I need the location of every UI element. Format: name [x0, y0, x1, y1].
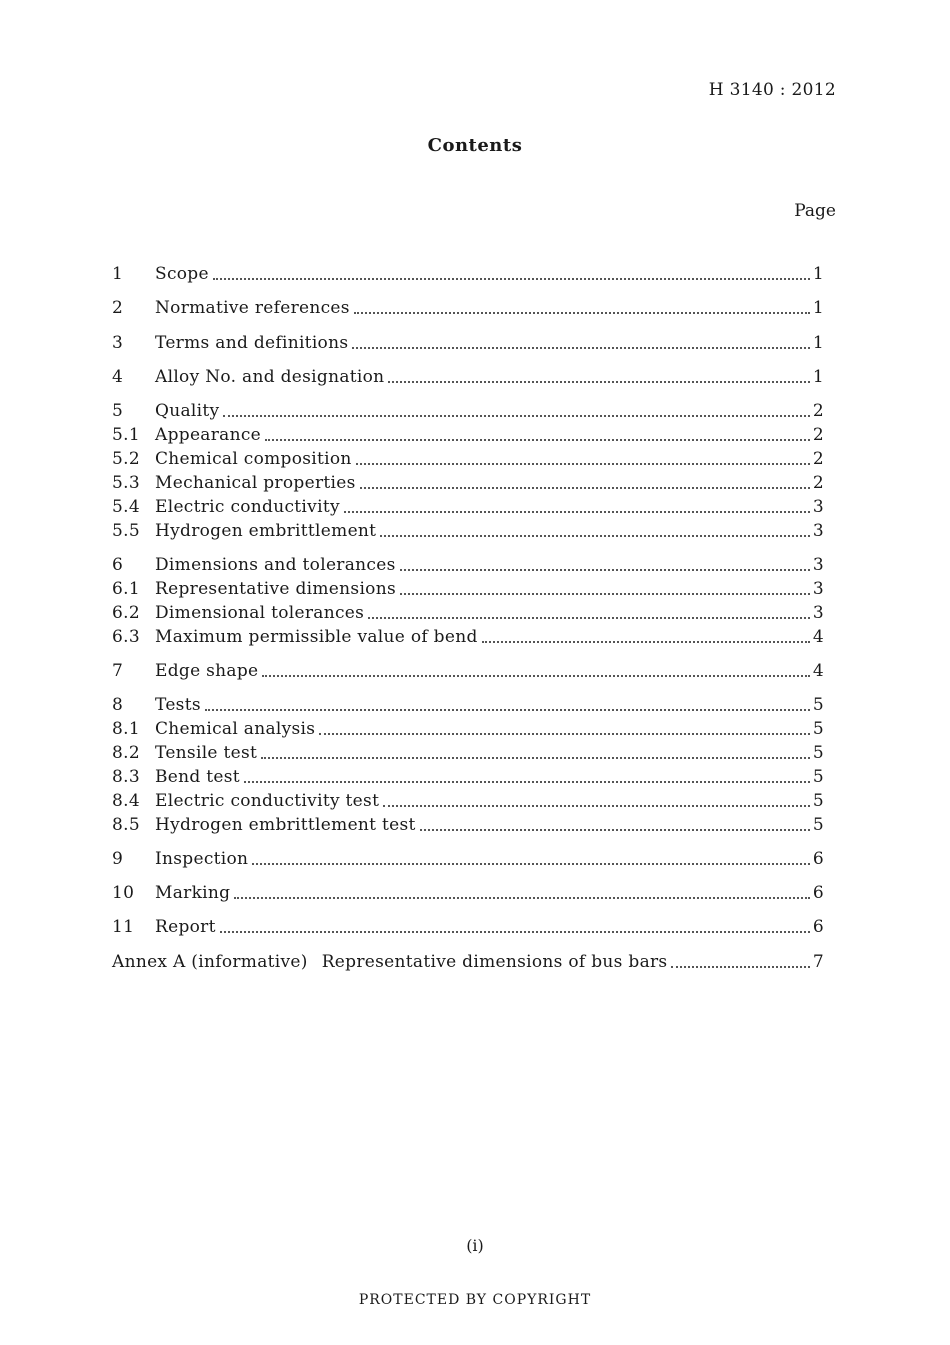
- toc-entry-number: 5.3: [112, 473, 140, 493]
- toc-entry-number: 8.3: [112, 767, 140, 787]
- toc-entry-title: Electric conductivity: [155, 497, 340, 517]
- toc-entry-page: 5: [812, 719, 824, 739]
- dot-leader: [205, 709, 810, 711]
- toc-entry-page: 5: [812, 695, 824, 715]
- toc-entry[interactable]: [112, 882, 824, 904]
- toc-entry[interactable]: [112, 366, 824, 388]
- toc-entry-title: Hydrogen embrittlement test: [155, 815, 416, 835]
- toc-entry-page: 1: [812, 333, 824, 353]
- dot-leader: [383, 805, 810, 807]
- toc-entry-title: Appearance: [155, 425, 262, 445]
- toc-entry[interactable]: [112, 332, 824, 354]
- toc-entry-page: 1: [812, 264, 824, 284]
- toc-entry-title: Hydrogen embrittlement: [155, 521, 377, 541]
- dot-leader: [388, 381, 809, 383]
- toc-entry-page: 5: [812, 743, 824, 763]
- toc-entry-title: Alloy No. and designation: [155, 367, 385, 387]
- toc-entry-title: Maximum permissible value of bend: [155, 627, 478, 647]
- annex-title: Representative dimensions of bus bars: [321, 952, 668, 972]
- toc-entry[interactable]: [112, 660, 824, 682]
- toc-entry-page: 5: [812, 767, 824, 787]
- toc-entry-title: Marking: [155, 883, 231, 903]
- toc-entry[interactable]: [112, 448, 824, 470]
- toc-entry-title: Quality: [155, 401, 220, 421]
- toc-entry-title: Terms and definitions: [155, 333, 349, 353]
- toc-entry[interactable]: [112, 400, 824, 422]
- dot-leader: [352, 347, 810, 349]
- toc-entry-page: 6: [812, 849, 824, 869]
- toc-entry-title: Representative dimensions: [155, 579, 396, 599]
- toc-entry-title: Report: [155, 917, 216, 937]
- toc-entry[interactable]: [112, 848, 824, 870]
- toc-entry-page: 3: [812, 521, 824, 541]
- toc-entry-title: Bend test: [155, 767, 240, 787]
- dot-leader: [420, 829, 810, 831]
- toc-entry[interactable]: [112, 626, 824, 648]
- toc-entry-number: 6.3: [112, 627, 140, 647]
- toc-entry-title: Dimensional tolerances: [155, 603, 365, 623]
- dot-leader: [234, 897, 810, 899]
- toc-entry-page: 4: [812, 661, 824, 681]
- toc-entry-page: 3: [812, 579, 824, 599]
- toc-entry[interactable]: [112, 520, 824, 542]
- toc-entry-page: 1: [812, 367, 824, 387]
- annex-page: 7: [812, 952, 824, 972]
- dot-leader: [400, 593, 810, 595]
- toc-entry-number: 9: [112, 849, 124, 869]
- page-title: Contents: [427, 135, 523, 156]
- toc-entry-number: 5.2: [112, 449, 140, 469]
- toc-entry-page: 3: [812, 603, 824, 623]
- dot-leader: [252, 863, 810, 865]
- dot-leader: [223, 415, 809, 417]
- toc-entry-number: 3: [112, 333, 124, 353]
- toc-entry-number: 6.2: [112, 603, 140, 623]
- toc-entry-title: Electric conductivity test: [155, 791, 380, 811]
- toc-entry-title: Tests: [155, 695, 201, 715]
- toc-entry-page: 1: [812, 298, 824, 318]
- footer-copyright: PROTECTED BY COPYRIGHT: [358, 1292, 592, 1308]
- toc-entry-number: 2: [112, 298, 124, 318]
- dot-leader: [319, 733, 810, 735]
- dot-leader: [261, 757, 810, 759]
- toc-entry[interactable]: [112, 263, 824, 285]
- toc-entry-page: 5: [812, 791, 824, 811]
- dot-leader: [265, 439, 810, 441]
- dot-leader: [213, 278, 810, 280]
- toc-entry-page: 6: [812, 883, 824, 903]
- toc-entry[interactable]: [112, 790, 824, 812]
- dot-leader: [262, 675, 809, 677]
- toc-entry-number: 6.1: [112, 579, 140, 599]
- toc-entry-number: 5.1: [112, 425, 140, 445]
- toc-entry-number: 1: [112, 264, 124, 284]
- dot-leader: [360, 487, 810, 489]
- toc-entry-page: 5: [812, 815, 824, 835]
- toc-annex-entry[interactable]: [112, 951, 824, 973]
- toc-entry-page: 3: [812, 497, 824, 517]
- toc-entry-number: 8.4: [112, 791, 140, 811]
- toc-entry-number: 6: [112, 555, 124, 575]
- dot-leader: [671, 966, 809, 968]
- toc-entry-title: Scope: [155, 264, 209, 284]
- dot-leader: [482, 641, 810, 643]
- toc-entry-page: 6: [812, 917, 824, 937]
- footer-page-number: (i): [466, 1236, 484, 1255]
- toc-entry-number: 5.4: [112, 497, 140, 517]
- toc-entry-number: 8.2: [112, 743, 140, 763]
- page-column-label: Page: [794, 201, 836, 221]
- dot-leader: [244, 781, 810, 783]
- toc-entry-title: Chemical composition: [155, 449, 352, 469]
- toc-entry-number: 10: [112, 883, 135, 903]
- toc-entry-page: 2: [812, 425, 824, 445]
- toc-entry-title: Chemical analysis: [155, 719, 316, 739]
- toc-entry-page: 2: [812, 473, 824, 493]
- toc-entry[interactable]: [112, 578, 824, 600]
- toc-entry[interactable]: [112, 718, 824, 740]
- annex-label: Annex A (informative): [112, 952, 308, 972]
- toc-entry[interactable]: [112, 554, 824, 576]
- toc-entry[interactable]: [112, 742, 824, 764]
- toc-entry-title: Mechanical properties: [155, 473, 356, 493]
- toc-entry[interactable]: [112, 602, 824, 624]
- toc-entry[interactable]: [112, 814, 824, 836]
- toc-entry-title: Dimensions and tolerances: [155, 555, 396, 575]
- toc-entry-title: Inspection: [155, 849, 249, 869]
- toc-entry-title: Tensile test: [155, 743, 258, 763]
- dot-leader: [354, 312, 810, 314]
- toc-entry[interactable]: [112, 694, 824, 716]
- dot-leader: [344, 511, 810, 513]
- toc-entry-number: 8.5: [112, 815, 140, 835]
- toc-entry[interactable]: [112, 297, 824, 319]
- toc-entry-title: Edge shape: [155, 661, 259, 681]
- dot-leader: [368, 617, 810, 619]
- toc-entry-number: 11: [112, 917, 135, 937]
- dot-leader: [220, 931, 810, 933]
- dot-leader: [356, 463, 810, 465]
- toc-entry-number: 4: [112, 367, 124, 387]
- toc-entry[interactable]: [112, 766, 824, 788]
- toc-entry-page: 3: [812, 555, 824, 575]
- toc-entry[interactable]: [112, 424, 824, 446]
- dot-leader: [380, 535, 810, 537]
- toc-entry[interactable]: [112, 496, 824, 518]
- toc-entry-number: 5.5: [112, 521, 140, 541]
- toc-entry-title: Normative references: [155, 298, 350, 318]
- toc-entry-page: 4: [812, 627, 824, 647]
- toc-entry-page: 2: [812, 449, 824, 469]
- toc-entry-number: 5: [112, 401, 124, 421]
- toc-entry-number: 8.1: [112, 719, 140, 739]
- toc-entry[interactable]: [112, 472, 824, 494]
- toc-entry-number: 8: [112, 695, 124, 715]
- toc-entry[interactable]: [112, 916, 824, 938]
- toc-entry-number: 7: [112, 661, 124, 681]
- toc-entry-page: 2: [812, 401, 824, 421]
- document-code: H 3140 : 2012: [708, 80, 836, 100]
- dot-leader: [400, 569, 810, 571]
